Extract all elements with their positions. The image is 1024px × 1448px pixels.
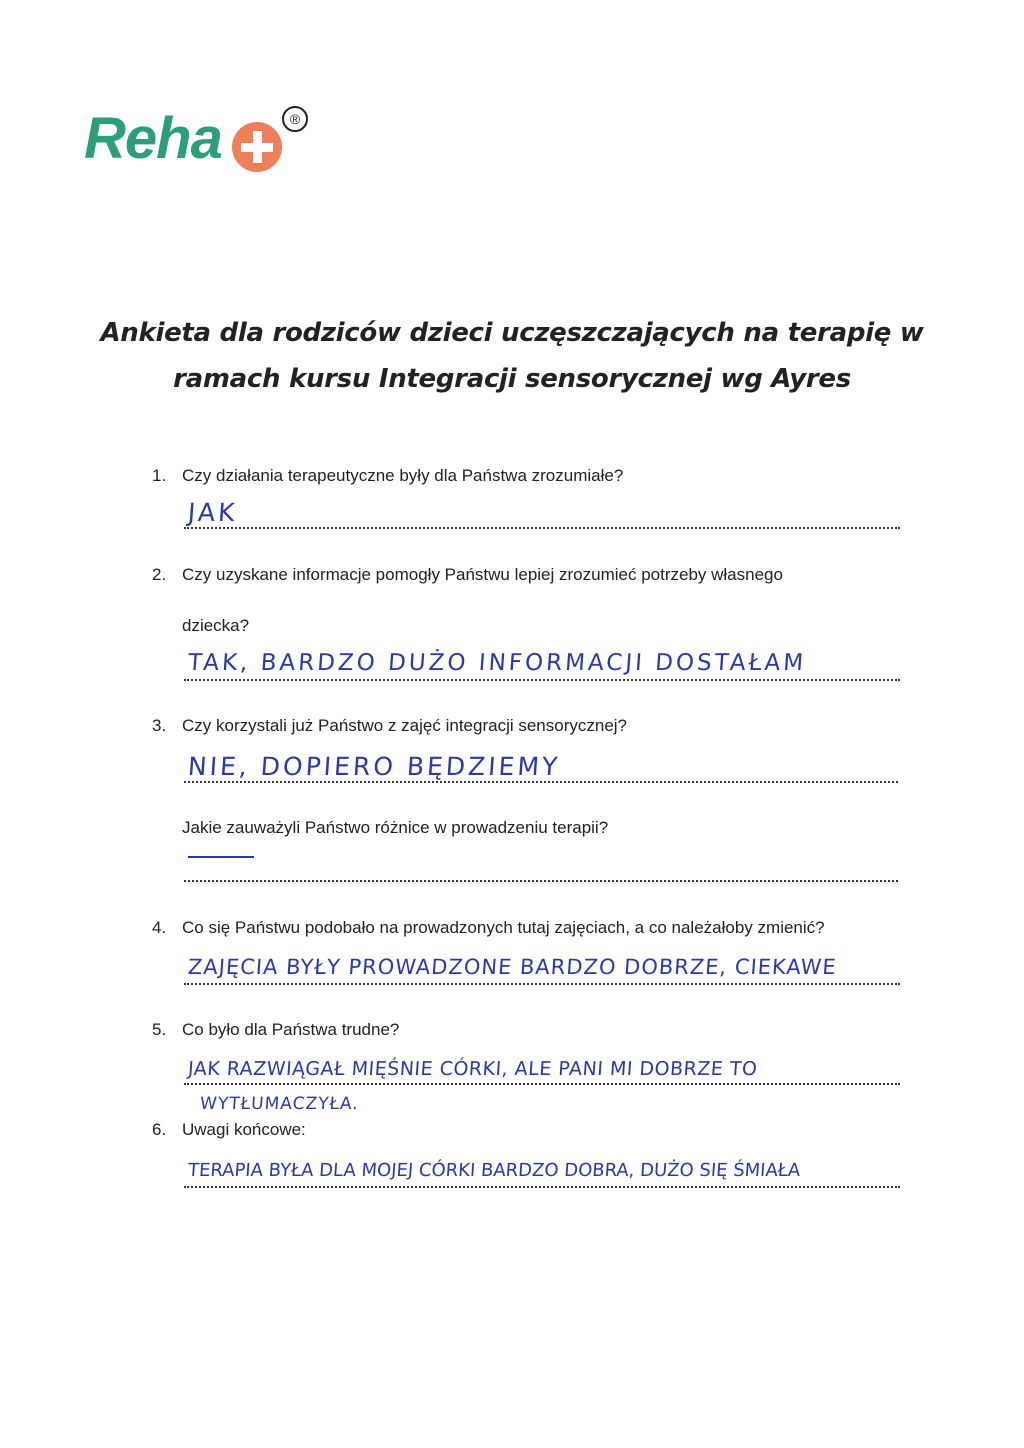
answer-5-line-2: WYTŁUMACZYŁA. [199, 1094, 360, 1114]
question-1 [152, 466, 623, 486]
answer-line [184, 880, 898, 882]
question-3 [152, 716, 627, 736]
answer-line [184, 781, 898, 783]
survey-title: Ankieta dla rodziców dzieci uczęszczających na terapię w ramach kursu Integracji sensorycznej wg Ayres [100, 318, 924, 394]
question-text: Czy uzyskane informacje pomogły Państwu lepiej zrozumieć potrzeby własnego [182, 565, 783, 584]
answer-1: JAK [186, 498, 239, 527]
answer-2: TAK, BARDZO DUŻO INFORMACJI DOSTAŁAM [187, 650, 808, 676]
reha-logo [84, 106, 324, 182]
question-number: 6. [152, 1120, 167, 1139]
question-text: Co było dla Państwa trudne? [182, 1020, 400, 1039]
question-6 [152, 1120, 306, 1140]
question-2 [152, 565, 783, 585]
answer-line [184, 1083, 900, 1085]
question-4 [152, 918, 825, 938]
answer-line [184, 679, 900, 681]
answer-line [184, 1186, 900, 1188]
question-number: 4. [152, 918, 167, 937]
question-number: 3. [152, 716, 167, 735]
question-number: 2. [152, 565, 167, 584]
question-text: Co się Państwu podobało na prowadzonych tutaj zajęciach, a co należałoby zmienić? [182, 918, 825, 937]
question-text: Czy korzystali już Państwo z zajęć integracji sensorycznej? [182, 716, 628, 735]
registered-mark: ® [282, 106, 308, 132]
question-5 [152, 1020, 399, 1040]
question-text: Uwagi końcowe: [182, 1120, 306, 1139]
question-number: 1. [152, 466, 167, 485]
logo-wordmark: Reha [84, 106, 222, 171]
answer-5-line-1: JAK RAZWIĄGAŁ MIĘŚNIE CÓRKI, ALE PANI MI DOBRZE TO [187, 1058, 759, 1080]
answer-line [184, 527, 900, 529]
question-text: Czy działania terapeutyczne były dla Państwa zrozumiałe? [182, 466, 624, 485]
answer-3: NIE, DOPIERO BĘDZIEMY [186, 752, 562, 781]
question-2-continued: dziecka? [182, 616, 250, 635]
answer-line [184, 983, 900, 985]
question-number: 5. [152, 1020, 167, 1039]
question-3-sub: Jakie zauważyli Państwo różnice w prowadzeniu terapii? [182, 818, 609, 837]
answer-6: TERAPIA BYŁA DLA MOJEJ CÓRKI BARDZO DOBRA, DUŻO SIĘ ŚMIAŁA [187, 1160, 801, 1181]
answer-dash [188, 856, 254, 858]
plus-circle-icon [232, 122, 282, 172]
answer-4: ZAJĘCIA BYŁY PROWADZONE BARDZO DOBRZE, CIEKAWE [187, 955, 838, 979]
